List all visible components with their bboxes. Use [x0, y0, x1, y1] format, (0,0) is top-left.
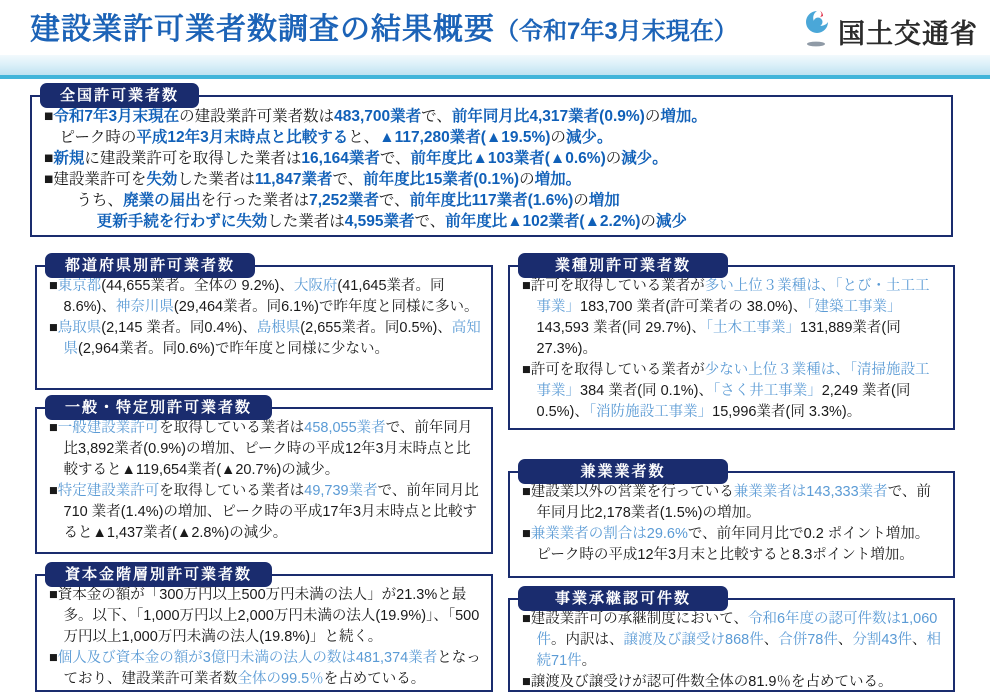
section-header-capital: 資本金階層別許可業者数 — [45, 562, 272, 587]
text-paragraph: ■個人及び資本金の額が3億円未満の法人の数は481,374業者となっており、建設業許可業者数全体の99.5％を占めている。 — [49, 650, 481, 687]
section-body — [510, 473, 953, 570]
text-paragraph: ■一般建設業許可を取得している業者は458,055業者で、前年同月比3,892業者(0.9%)の増加、ピーク時の平成12年3月末時点と比較すると▲119,654業者(▲20.7%)の減少。 — [49, 420, 473, 478]
section-body — [510, 600, 953, 697]
text-paragraph: ■兼業業者の割合は29.6%で、前年同月比で0.2 ポイント増加。ピーク時の平成12年3月末と比較すると8.3ポイント増加。 — [522, 526, 930, 563]
section-body — [510, 267, 953, 427]
section-succession-approvals — [508, 590, 955, 692]
mlit-logo-icon — [800, 8, 834, 55]
section-industry-licensees — [508, 257, 955, 430]
text-paragraph: うち、廃業の届出を行った業者は7,252業者で、前年度比117業者(1.6%)の増加 — [76, 192, 620, 209]
text-paragraph: ■建設業以外の営業を行っている兼業業者は143,333業者で、前年同月比2,178業者(1.5%)の増加。 — [522, 484, 931, 521]
section-header-prefecture: 都道府県別許可業者数 — [45, 253, 255, 278]
text-paragraph: ■令和7年3月末現在の建設業許可業者数は483,700業者で、前年同月比4,317業者(0.9%)の増加。 — [44, 108, 707, 125]
section-header-general-specific: 一般・特定別許可業者数 — [45, 395, 272, 420]
text-paragraph: ■許可を取得している業者が多い上位３業種は、「とび・土工工事業」183,700 業者(許可業者の 38.0%)、「建築工事業」143,593 業者(同 29.7%)、「土木工事業」131,889業者(同27.3%)。 — [522, 278, 930, 357]
text-paragraph: ■資本金の額が「300万円以上500万円未満の法人」が21.3%と最多。以下、「1,000万円以上2,000万円未満の法人(19.9%)」、「500万円以上1,000万円未満の法人(19.8%)」と続く。 — [49, 587, 480, 645]
section-header-side-business: 兼業業者数 — [518, 459, 728, 484]
page-title-main: 建設業許可業者数調査の結果概要 — [30, 13, 495, 46]
text-paragraph: 更新手続を行わずに失効した業者は4,595業者で、前年度比▲102業者(▲2.2%)の減少 — [96, 213, 687, 230]
section-body — [32, 97, 951, 236]
text-paragraph: ■建設業許可の承継制度において、令和6年度の認可件数は1,060件。内訳は、譲渡及び譲受け868件、合併78件、分割43件、相続71件。 — [522, 611, 941, 669]
section-body — [37, 409, 491, 548]
text-paragraph: ■特定建設業許可を取得している業者は49,739業者で、前年同月比 710 業者(1.4%)の増加、ピーク時の平成17年3月末時点と比較すると▲1,437業者(▲2.8%)の減少。 — [49, 483, 479, 541]
section-header-industry: 業種別許可業者数 — [518, 253, 728, 278]
section-general-specific-licensees — [35, 399, 493, 554]
text-paragraph: ■鳥取県(2,145 業者。同0.4%)、島根県(2,655業者。同0.5%)、高知県(2,964業者。同0.6%)で昨年度と同様に少ない。 — [49, 320, 481, 357]
section-body — [37, 576, 491, 694]
section-header-national: 全国許可業者数 — [40, 83, 199, 108]
section-national-licensees — [30, 87, 953, 237]
text-paragraph: ■建設業許可を失効した業者は11,847業者で、前年度比15業者(0.1%)の増加。 — [44, 171, 582, 188]
text-paragraph: ■譲渡及び譲受けが認可件数全体の81.9％を占めている。 — [522, 674, 893, 690]
section-capital-tier-licensees — [35, 566, 493, 692]
text-paragraph: ■新規に建設業許可を取得した業者は16,164業者で、前年度比▲103業者(▲0.6%)の減少。 — [44, 150, 668, 167]
header-divider-band — [0, 55, 990, 79]
page-title-date: （令和7年3月末現在） — [495, 18, 738, 45]
page-title — [30, 4, 738, 48]
section-side-business — [508, 463, 955, 578]
agency-name: 国土交通省 — [838, 19, 978, 49]
page-header — [0, 0, 990, 55]
section-body — [37, 267, 491, 364]
agency-block — [800, 8, 978, 55]
text-paragraph: ■許可を取得している業者が少ない上位３業種は、「清掃施設工事業」384 業者(同 0.1%)、「さく井工事業」2,249 業者(同0.5%)、「消防施設工事業」15,996業者(同 3.3%)。 — [522, 362, 930, 420]
text-paragraph: ピーク時の平成12年3月末時点と比較すると、▲117,280業者(▲19.5%)の減少。 — [59, 129, 613, 146]
text-paragraph: ■東京都(44,655業者。全体の 9.2%)、大阪府(41,645業者。同8.6%)、神奈川県(29,464業者。同6.1%)で昨年度と同様に多い。 — [49, 278, 479, 315]
section-header-succession: 事業承継認可件数 — [518, 586, 728, 611]
section-prefecture-licensees — [35, 257, 493, 390]
